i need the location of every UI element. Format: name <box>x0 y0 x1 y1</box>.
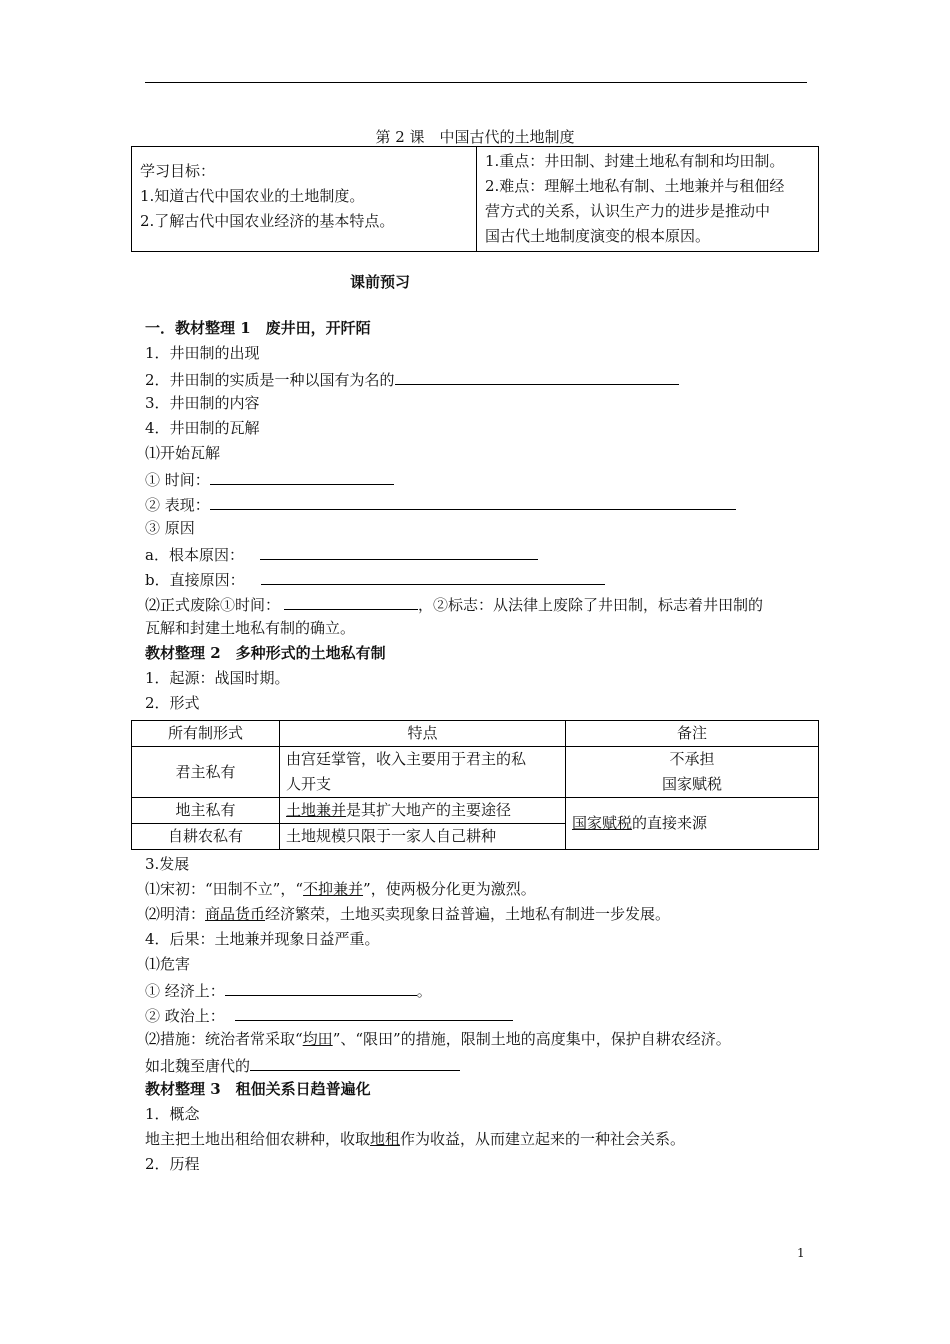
text-line: 2．历程 <box>145 1155 200 1173</box>
table-cell: 地主私有 <box>132 798 280 824</box>
answer-blank[interactable] <box>225 977 417 996</box>
text-span: ① 时间： <box>145 471 210 489</box>
text-line <box>145 977 432 1004</box>
cell-line: 国家赋税 <box>661 775 722 793</box>
text-span: 是其扩大地产的主要途径 <box>346 801 512 819</box>
underlined-term: 均田 <box>302 1030 333 1048</box>
table-header: 备注 <box>566 721 819 747</box>
answer-blank[interactable] <box>395 366 679 385</box>
text-line <box>145 1027 731 1052</box>
difficulty-line: 国古代土地制度演变的根本原因。 <box>485 227 711 245</box>
text-span: ① 经济上： <box>145 982 225 1000</box>
text-span: ⑵措施：统治者常采取“ <box>145 1030 303 1048</box>
part3-heading: 教材整理 3 租佃关系日趋普遍化 <box>145 1080 371 1098</box>
text-span: ② 表现： <box>145 496 210 514</box>
answer-blank[interactable] <box>284 591 418 610</box>
text-span: ”、“限田”的措施，限制土地的高度集中，保护自耕农经济。 <box>332 1030 731 1048</box>
text-line <box>145 902 670 927</box>
text-line: ⑴开始瓦解 <box>145 444 221 462</box>
text-span: ”，使两极分化更为激烈。 <box>363 880 536 898</box>
table-header: 所有制形式 <box>132 721 280 747</box>
ownership-forms-table <box>131 720 819 850</box>
table-header: 特点 <box>280 721 566 747</box>
page-number: 1 <box>797 1246 805 1260</box>
text-line <box>145 877 536 902</box>
table-cell <box>566 747 819 798</box>
goals-cell <box>132 147 477 252</box>
text-span: ⑵明清： <box>145 905 206 923</box>
table-cell: 土地规模只限于一家人自己耕种 <box>280 824 566 850</box>
text-line: 4．后果：土地兼并现象日益严重。 <box>145 930 380 948</box>
text-line <box>145 1002 513 1029</box>
header-rule <box>145 82 807 83</box>
text-span: 地主把土地出租给佃农耕种，收取 <box>145 1130 371 1148</box>
text-span: ，②标志：从法律上废除了井田制，标志着井田制的 <box>418 596 764 614</box>
underlined-term: 地租 <box>370 1130 401 1148</box>
text-line <box>145 491 736 518</box>
text-span: 。 <box>416 982 432 1000</box>
underlined-term: 土地兼并 <box>286 801 347 819</box>
text-span: 作为收益，从而建立起来的一种社会关系。 <box>400 1130 686 1148</box>
text-line: ⑴危害 <box>145 955 191 973</box>
table-cell: 君主私有 <box>132 747 280 798</box>
text-line: 3.发展 <box>145 855 190 873</box>
learning-goals-table <box>131 146 819 252</box>
difficulty-line: 2.难点：理解土地私有制、土地兼并与租佃经 <box>485 177 785 195</box>
text-line: ③ 原因 <box>145 519 195 537</box>
text-line: 1．井田制的出现 <box>145 344 260 362</box>
text-line: 1．起源：战国时期。 <box>145 669 290 687</box>
underlined-term: 不抑兼并 <box>303 880 364 898</box>
text-span: b．直接原因： <box>145 571 245 589</box>
text-span: ② 政治上： <box>145 1007 225 1025</box>
text-line <box>145 466 394 493</box>
answer-blank[interactable] <box>210 491 736 510</box>
text-line: 2．形式 <box>145 694 200 712</box>
key-point: 1.重点：井田制、封建土地私有制和均田制。 <box>485 152 785 170</box>
lesson-title: 第 2 课 中国古代的土地制度 <box>375 128 575 146</box>
part1-heading: 一．教材整理 1 废井田，开阡陌 <box>145 319 371 337</box>
text-line <box>145 1127 685 1152</box>
answer-blank[interactable] <box>261 566 605 585</box>
underlined-term: 国家赋税 <box>572 814 633 832</box>
text-line <box>145 591 763 618</box>
text-span: 经济繁荣，土地买卖现象日益普遍，土地私有制进一步发展。 <box>265 905 671 923</box>
cell-line: 人开支 <box>286 775 332 793</box>
answer-blank[interactable] <box>210 466 394 485</box>
text-line: 4．井田制的瓦解 <box>145 419 260 437</box>
answer-blank[interactable] <box>250 1052 460 1071</box>
cell-line: 不承担 <box>669 750 715 768</box>
answer-blank[interactable] <box>260 541 538 560</box>
part2-heading: 教材整理 2 多种形式的土地私有制 <box>145 644 386 662</box>
cell-line: 由宫廷掌管，收入主要用于君主的私 <box>286 750 527 768</box>
key-points-cell <box>477 147 819 252</box>
text-line <box>145 366 679 393</box>
text-line <box>145 1052 460 1079</box>
goal-item: 1.知道古代中国农业的土地制度。 <box>140 187 365 205</box>
answer-blank[interactable] <box>235 1002 513 1021</box>
text-line <box>145 541 538 568</box>
text-line <box>145 566 605 593</box>
goal-item: 2.了解古代中国农业经济的基本特点。 <box>140 212 395 230</box>
text-span: 2．井田制的实质是一种以国有为名的 <box>145 371 395 389</box>
goals-label: 学习目标： <box>140 162 216 180</box>
difficulty-line: 营方式的关系，认识生产力的进步是推动中 <box>485 202 771 220</box>
underlined-term: 商品货币 <box>205 905 266 923</box>
text-span: 如北魏至唐代的 <box>145 1057 251 1075</box>
text-span: a．根本原因： <box>145 546 244 564</box>
text-span: ⑴宋初：“田制不立”，“ <box>145 880 304 898</box>
text-span: ⑵正式废除①时间： <box>145 596 281 614</box>
table-cell <box>280 798 566 824</box>
text-line: 1．概念 <box>145 1105 200 1123</box>
table-cell <box>566 798 819 850</box>
table-cell: 自耕农私有 <box>132 824 280 850</box>
text-line: 瓦解和封建土地私有制的确立。 <box>145 619 356 637</box>
section-title: 课前预习 <box>349 273 410 291</box>
text-line: 3．井田制的内容 <box>145 394 260 412</box>
text-span: 的直接来源 <box>632 814 708 832</box>
table-cell <box>280 747 566 798</box>
